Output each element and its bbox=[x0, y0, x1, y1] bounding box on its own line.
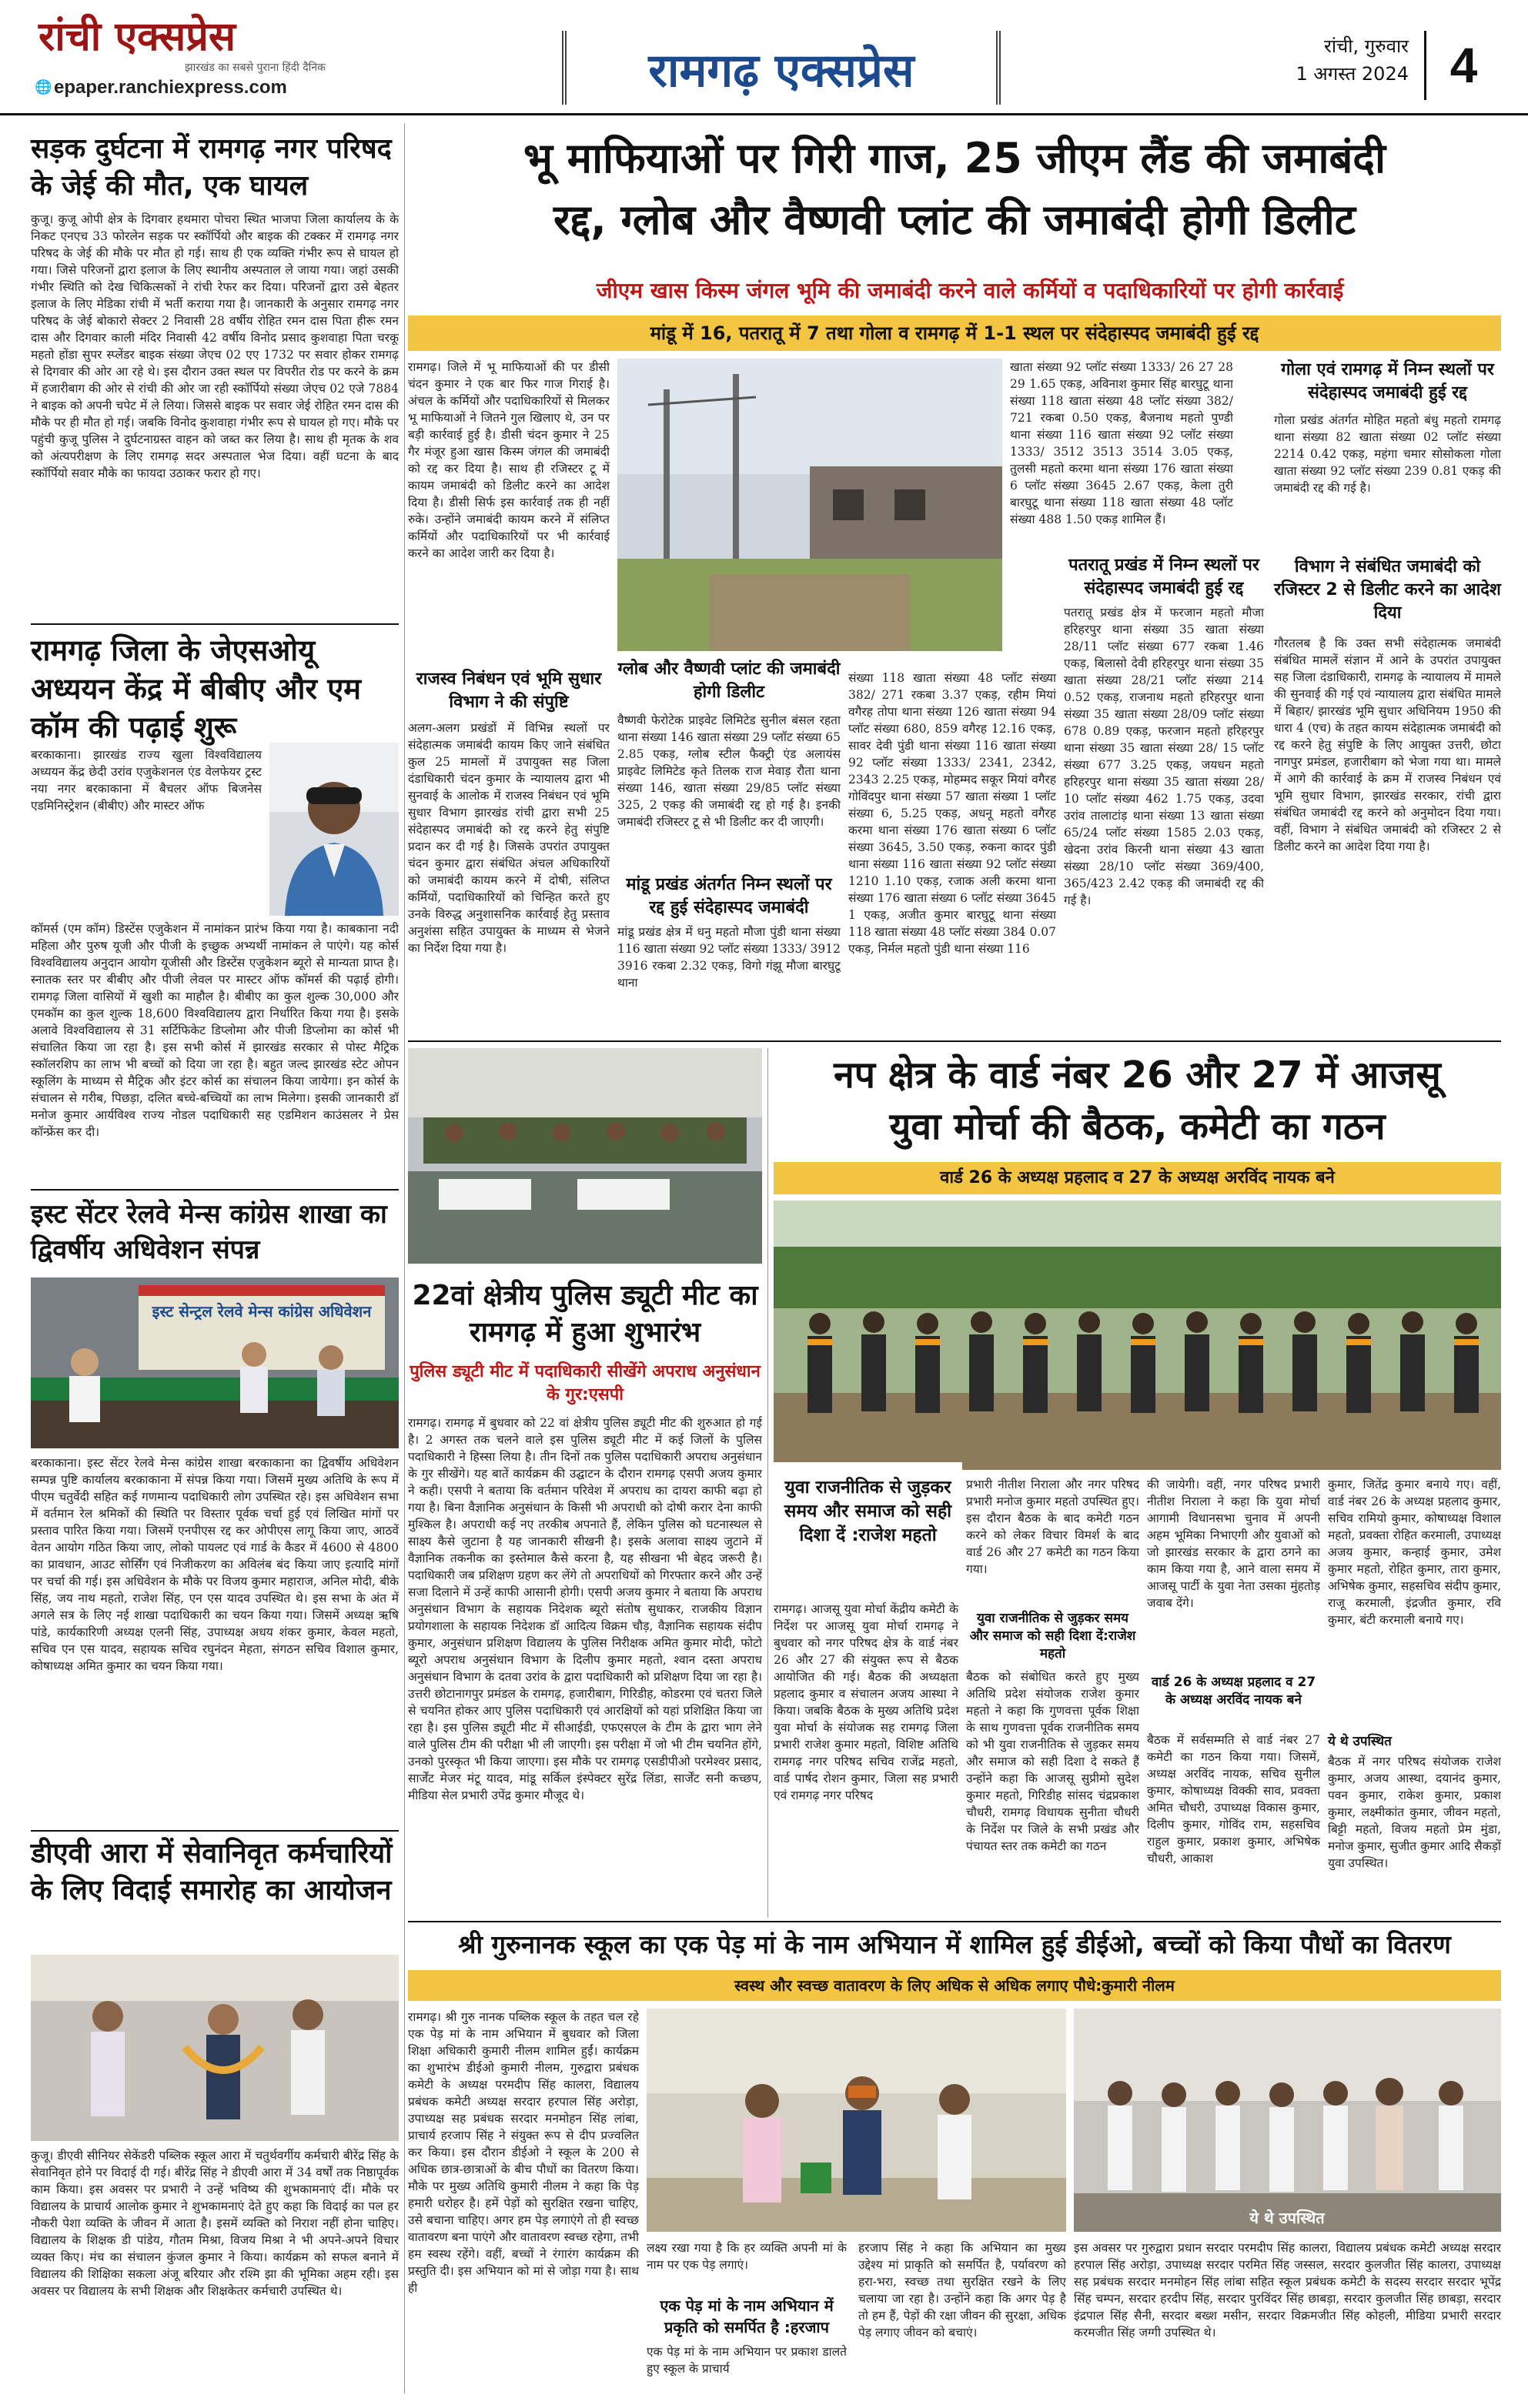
lead-body: मांडू प्रखंड क्षेत्र में धनु महतो मौजा पुंडी थाना संख्या 116 खाता संख्या 92 प्लॉट संख्या 1333/ 3912 3916 रकबा 2.32 एकड़, विगो गंझू मौजा बारघुटू थाना bbox=[617, 925, 841, 990]
edition-title: रामगढ़ एक्सप्रेस bbox=[648, 44, 914, 98]
lead-subhead: मांडू प्रखंड अंतर्गत निम्न स्थलों पर रद्द हुई संदेहास्पद जमाबंदी bbox=[626, 875, 832, 917]
lead-headline-line1: भू माफियाओं पर गिरी गाज, 25 जीएम लैंड की जमाबंदी bbox=[523, 134, 1386, 182]
lead-subhead: पतरातू प्रखंड में निम्न स्थलों पर संदेहास्पद जमाबंदी हुई रद्द bbox=[1068, 556, 1259, 598]
lead-body: वैष्णवी फेरोटेक प्राइवेट लिमिटेड सुनील बंसल रहता थाना संख्या 146 खाता संख्या 29 प्लॉट संख्या 65 2.85 एकड़, ग्लोब स्टील फैक्ट्री एंड अलायंस प्राइवेट लिमिटेड कृते तिलक राज मेवाड़ रौता थाना संख्या 146, खाता संख्या 29/85 प्लॉट संख्या 325, 2 एकड़ की जमाबंदी रद्द हो गई है। इनकी जमाबंदी रजिस्टर टू से भी डिलीट कर दी जाएगी। bbox=[617, 713, 841, 829]
ajsu-body: बैठक में नगर परिषद संयोजक राजेश कुमार, अजय आस्था, दयानंद कुमार, पवन कुमार, राकेश कुमार, प्रकाश कुमार, लक्ष्मीकांत कुमार, जीवन महतो, बिट्टी महतो, विजय महतो प्रेम मुंडा, मनोज कुमार, सुजीत कुमार आदि सैकड़ों युवा उपस्थित। bbox=[1328, 1755, 1501, 1870]
lead-body: पतरातू प्रखंड क्षेत्र में फरजान महतो मौजा हरिहरपुर थाना संख्या 35 खाता संख्या 28/11 प्लॉट संख्या 677 रकबा 1.46 एकड़, बिलासो देवी हरिहरपुर थाना संख्या 35 खाता संख्या 28/21 प्लॉट संख्या 214 0.52 एकड़, राजनाथ महतो हरिहरपुर थाना संख्या 35 खाता संख्या 28/09 प्लॉट संख्या 678 0.89 एकड़, फरजान महतो हरिहरपुर थाना संख्या 35 खाता संख्या 28/ 15 प्लॉट संख्या 677 3.25 एकड़, जयधन महतो हरिहरपुर थाना संख्या 35 खाता संख्या 28/ 10 प्लॉट संख्या 462 1.75 एकड़, उदवा उरांव तालाटांड़ थाना संख्या 13 खाता संख्या 65/24 प्लॉट संख्या 1585 2.03 एकड़, खेदना उरांव किरनी थाना संख्या 43 खाता संख्या 28/10 प्लॉट संख्या 369/400, 365/423 2.42 एकड़ की जमाबंदी रद्द की गई है। bbox=[1064, 606, 1264, 907]
police-headline: 22वां क्षेत्रीय पुलिस ड्यूटी मीट का रामगढ़ में हुआ शुभारंभ bbox=[412, 1280, 758, 1348]
issue-date: 1 अगस्त 2024 bbox=[1296, 63, 1409, 85]
person-photo bbox=[269, 743, 399, 916]
ajsu-body: प्रभारी नीतीश निराला और नगर परिषद प्रभारी मनोज कुमार महतो उपस्थित हुए। इस दौरान बैठक के बाद कमेटी गठन करने को लेकर विचार विमर्श के बाद वार्ड 26 और 27 कमेटी का गठन किया गया। bbox=[966, 1478, 1139, 1576]
ajsu-body: रामगढ़। आजसू युवा मोर्चा केंद्रीय कमेटी के निर्देश पर आजसू युवा मोर्चा रामगढ़ ने बुधवार को नगर परिषद क्षेत्र के वार्ड नंबर 26 और 27 की संयुक्त रूप से बैठक आयोजित की गई। बैठक की अध्यक्षता प्रहलाद कुमार व संचालन अजय आस्था ने किया। जबकि बैठक के मुख्य अतिथि प्रदेश युवा मोर्चा के संयोजक सह रामगढ़ जिला प्रभारी राजेश कुमार महतो, विशिष्ट अतिथि रामगढ़ नगर परिषद सचिव राजेंद्र महतो, वार्ड पार्षद रोशन कुमार, जिला सह प्रभारी एवं रामगढ़ नगर परिषद bbox=[774, 1602, 958, 1802]
column-divider bbox=[404, 123, 405, 2393]
story-body-top: बरकाकाना। झारखंड राज्य खुला विश्वविद्यालय अध्ययन केंद्र छेदी उरांव एजुकेशनल एंड वेलफेयर ट्रस्ट नया नगर बरकाकाना में बैचलर ऑफ बिजनेस एडमिनिस्ट्रेशन (बीबीए) और मास्टर ऑफ bbox=[31, 748, 262, 813]
ajsu-body: कुमार, जितेंद्र कुमार बनाये गए। वहीं, वार्ड नंबर 26 के अध्यक्ष प्रहलाद कुमार, सचिव रामियो कुमार, कोषाध्यक्ष विशाल महतो, प्रवक्ता रोहित करमाली, उपाध्यक्ष अजय कुमार, कन्हाई कुमार, उमेश कुमार महतो, रोहित कुमार, तारा कुमार, अभिषेक कुमार, सहसचिव संदीप कुमार, राजू करमाली, इंद्रजीत कुमार, रवि कुमार, बंटी करमाली बनाये गए। bbox=[1328, 1478, 1501, 1627]
lead-body: गौरतलब है कि उक्त सभी संदेहात्मक जमाबंदी संबंधित मामलें संज्ञान में आने के उपरांत उपायुक्त सह जिला दंडाधिकारी, रामगढ़ के न्यायालय में मामले की सुनवाई की गई एवं न्यायालय द्वारा संबंधित मामले में बिहार/ झारखंड भूमि सुधार अधिनियम 1950 की धारा 4 (एच) के तहत कायम संदेहात्मक जमाबंदी को रद्द करने हेतु संपुष्टि के लिए आयुक्त उत्तरी, छोटा नागपुर प्रमंडल, हजारीबाग को भेजा गया था। मामले में आगे की कार्रवाई के क्रम में राजस्व निबंधन एवं भूमि सुधार विभाग, झारखंड सरकार, रांची द्वारा संबंधित जमाबंदी रद्द करने को अनुमोदन दिया गया। वहीं, विभाग ने संबंधित जमाबंदी को रजिस्टर 2 से डिलीट करने का आदेश दिया गया है। bbox=[1274, 636, 1501, 853]
ajsu-body: की जायेगी। वहीं, नगर परिषद प्रभारी नीतीश निराला ने कहा कि युवा मोर्चा आगामी विधानसभा चुनाव में अपनी अहम भूमिका निभाएगी और युवाओं को जो झारखंड सरकार के द्वारा ठगने का काम किया गया है, आने वाला समय में आजसू पार्टी के युवा नेता उसका मुंहतोड़ जवाब देंगे। bbox=[1147, 1478, 1320, 1610]
lead-subhead: गोला एवं रामगढ़ में निम्न स्थलों पर संदेहास्पद जमाबंदी हुई रद्द bbox=[1281, 360, 1494, 402]
meeting-photo bbox=[408, 1048, 762, 1264]
tree-plantation-photo bbox=[647, 2009, 1066, 2232]
school-body: रामगढ़। श्री गुरु नानक पब्लिक स्कूल के तहत चल रहे एक पेड़ मां के नाम अभियान में बुधवार को जिला शिक्षा अधिकारी कुमारी नीलम शामिल हुईं। कार्यक्रम का शुभारंभ डीईओ कुमारी नीलम, गुरुद्वारा प्रबंधक कमेटी के अध्यक्ष परमदीप सिंह कालरा, विद्यालय प्रबंधक कमेटी अध्यक्ष सरदार हरपाल सिंह अरोड़ा, उपाध्यक्ष सह प्रबंधक सरदार मनमोहन सिंह लांबा, प्राचार्य हरजाप सिंह ने संयुक्त रूप से दीप प्रज्वलित कर किया। इस दौरान डीईओ ने स्कूल के 200 से अधिक छात्र-छात्राओं के बीच पौधों का वितरण किया। मौके पर मुख्य अतिथि कुमारी नीलम ने कहा कि पेड़ हमारी धरोहर है। हमें पेड़ों को सुरक्षित रखना चाहिए, उसे बचाना चाहिए। अगर हम पेड़ लगाएंगे तो ही स्वच्छ वातावरण बना पाएंगे और वातावरण स्वच्छ रहेगा, तभी हम स्वस्थ रहेंगे। वहीं, बच्चों ने रंगारंग कार्यक्रम की प्रस्तुति दी। इस अभियान को मां से जोड़ा गया है। साथ ही bbox=[408, 2010, 639, 2295]
story-body: कॉमर्स (एम कॉम) डिस्टेंस एजुकेशन में नामांकन प्रारंभ किया गया है। काबकाना नदी महिला और पुरुष यूजी और पीजी के इच्छुक अभ्यर्थी नामांकन ले पाएंगे। यह कोर्स विश्वविद्यालय अनुदान आयोग यूजीसी और डिस्टेंस एजुकेशन ब्यूरो से मान्यता प्राप्त है। स्नातक स्तर पर बीबीए और पीजी लेवल पर मास्टर ऑफ कॉमर्स की पढ़ाई होगी। रामगढ़ जिला वासियों में खुशी का माहौल है। बीबीए का कुल शुल्क 30,000 और एमकॉम का कुल शुल्क 18,600 विश्वविद्यालय द्वारा निर्धारित किया गया है। इसके अलावे विश्वविद्यालय से 31 सर्टिफिकेट डिप्लोमा और पीजी डिप्लोमा का कोर्स भी संचालित किया जा रहा है। इस सभी कोर्स में झारखंड सरकार से पोस्ट मैट्रिक स्कॉलरशिप का लाभ भी बच्चों को दिया जा रहा है। बहुत जल्द झारखंड स्टेट ओपन स्कूलिंग के माध्यम से मैट्रिक और इंटर कोर्स का संचालन किया जायेगा। इन कोर्स के संचालन से गरीब, पिछड़ा, दलित बच्चे-बच्चियों का लाभ मिलेगा। इसकी जानकारी डॉ मनोज कुमार आर्यविश्व राज्य नोडल पदाधिकारी सह एडमिशन काउंसलर ने प्रेस कॉन्फ्रेंस कर दी। bbox=[31, 922, 399, 1139]
story-body: बरकाकाना। इस्ट सेंटर रेलवे मेन्स कांग्रेस शाखा बरकाकाना का द्विवर्षीय अधिवेशन सम्पन्न पुष्टि कार्यालय बरकाकाना में संपन्न किया गया। जिसमें मुख्य अतिथि के रूप में पीएम चतुर्वेदी सहित कई गणमान्य पदाधिकारी लोग उपस्थित रहे। इस अधिवेशन सभा में वर्तमान रेल श्रमिकों की स्थिति पर विस्तार पूर्वक चर्चा हुई एवं लिखित मांगों पर प्रस्ताव पारित किया गया। जिसमें एनपीएस रद्द कर ओपीएस लागू किया जाए, आठवें वेतन आयोग गठित किया जाए, लोको पायलट एवं गार्ड के कैडर में 4600 से 4800 का प्रावधान, आउट सोर्सिंग एवं निजीकरण का अविलंब बंद किया जाए इत्यादि मांगों पर चर्चा की गई। इस अधिवेशन के मौके पर विजय कुमार महाराज, अनिल मोदी, बीके सिंह, जय नाथ महतो, राजेश सिंह, एन एस यादव उपस्थित थे। इस सभा के अंत में अगले सत्र के लिए नई शाखा पदाधिकारी का चयन किया गया। जिसमें अध्यक्ष ऋषि पांडे, कार्यकारिणी अध्यक्ष एलनी सिंह, उपाध्यक्ष अधय शंकर कुमार, केवल महतो, सचिव एन एस यादव, सहायक सचिव रघुनंदन मेहता, संगठन सचिव विशाल कुमार, कोषाध्यक्ष अमित कुमार का चयन किया गया। bbox=[31, 1456, 399, 1673]
story-headline: इस्ट सेंटर रेलवे मेन्स कांग्रेस शाखा का द्विवर्षीय अधिवेशन संपन्न bbox=[31, 1199, 387, 1265]
lead-kicker: जीएम खास किस्म जंगल भूमि की जमाबंदी करने वाले कर्मियों व पदाधिकारियों पर होगी कार्रवाई bbox=[596, 278, 1344, 303]
story-body: कुजू। कुजू ओपी क्षेत्र के दिगवार हथमारा पोचरा स्थित भाजपा जिला कार्यालय के के निकट एनएच 33 फोरलेन सड़क पर स्कॉर्पियो और बाइक की टक्कर में रामगढ़ नगर परिषद के जेई की मौके पर मौत हो गई। साथ ही एक व्यक्ति गंभीर रूप से घायल हो गया। जिसे परिजनों द्वारा इलाज के लिए स्थानीय अस्पताल ले जाया गया। जहां उसकी गंभीर स्थिति को देख चिकित्सकों ने रांची रेफर कर दिया। परिजनों द्वारा उसे बेहतर इलाज के लिए मेडिका रांची में भर्ती कराया गया है। जानकारी के अनुसार रामगढ़ नगर परिषद के जेई बोकारो सेक्टर 2 निवासी 28 वर्षीय रोहित रमन दास पिता हीरू रमन दास और दिगवार काली मंदिर निवासी 42 वर्षीय विनोद प्रसाद कुशवाहा पिता चरकू महतो होंडा सुपर स्प्लेंडर बाइक संख्या जेएच 02 एए 1732 पर सवार होकर रामगढ़ से दिगवार की ओर आ रहे थे। इस दौरान उक्त स्थल पर विपरीत रोड पर करने के क्रम में हजारीबाग की ओर से रांची की ओर जा रही स्कॉर्पियो संख्या जेएच 02 एजे 7884 ने बाइक को अपनी चपेट में ले लिया। जिससे बाइक पर सवार जेई रोहित रमन दास की मौके पर ही मौत हो गई। जबकि विनोद कुशवाहा गंभीर रूप से घायल हो गए। मौके पर पहुंची कुजू पुलिस ने दुर्घटनाग्रस्त वाहन को जब्त कर लिया है। साथ ही मृतक के शव को अंत्यपरीक्षण के लिए रामगढ़ सदर अस्पताल भेज दिया। वहीं घटना के बाद स्कॉर्पियो सवार मौके का फायदा उठाकर फरार हो गए। bbox=[31, 212, 399, 480]
divider bbox=[408, 1921, 1501, 1922]
ajsu-body: बैठक में सर्वसम्मति से वार्ड नंबर 27 कमेटी का गठन किया गया। जिसमें, अध्यक्ष अरविंद नायक, सचिव सुनील कुमार, कोषाध्यक्ष विक्की साव, प्रवक्ता अमित चौधरी, उपाध्यक्ष विकास कुमार, दिलीप कुमार, गोविंद राम, सहसचिव राहुल कुमार, प्रकाश कुमार, अभिषेक चौधरी, आकाश bbox=[1147, 1733, 1320, 1865]
story-headline: रामगढ़ जिला के जेएसओयू अध्ययन केंद्र में बीबीए और एम कॉम की पढ़ाई शुरू bbox=[31, 633, 361, 744]
city-day: रांची, गुरुवार bbox=[1324, 35, 1409, 57]
school-body: एक पेड़ मां के नाम अभियान पर प्रकाश डालते हुए स्कूल के प्राचार्य bbox=[647, 2345, 847, 2376]
police-kicker: पुलिस ड्यूटी मीट में पदाधिकारी सीखेंगे अपराध अनुसंधान के गुर:एसपी bbox=[410, 1362, 761, 1404]
lead-subhead: ग्लोब और वैष्णवी प्लांट की जमाबंदी होगी डिलीट bbox=[617, 660, 841, 702]
school-body: लक्ष्य रखा गया है कि हर व्यक्ति अपनी मां के नाम पर एक पेड़ लगाएं। bbox=[647, 2241, 847, 2272]
school-body: हरजाप सिंह ने कहा कि अभियान का मुख्य उद्देश्य मां प्राकृति को समर्पित है, पर्यावरण को हरा-भरा, स्वच्छ तथा सुरक्षित रखने के लिए चलाया जा रहा है। उन्होंने कहा कि अगर पेड़ है तो हम हैं, पेड़ों की रक्षा जीवन की सुरक्षा, अधिक पेड़ लगाए जीवन को बचाएं। bbox=[858, 2241, 1066, 2340]
story-headline: सड़क दुर्घटना में रामगढ़ नगर परिषद के जेई की मौत, एक घायल bbox=[31, 133, 392, 202]
school-subhead: एक पेड़ मां के नाम अभियान में प्रकृति को समर्पित है :हरजाप bbox=[660, 2296, 834, 2336]
dateline bbox=[1278, 32, 1409, 88]
ajsu-headline-line1: नप क्षेत्र के वार्ड नंबर 26 और 27 में आजसू bbox=[834, 1054, 1441, 1097]
ajsu-pullquote: युवा राजनीतिक से जुड़कर समय और समाज को सही दिशा दें :राजेश महतो bbox=[774, 1476, 962, 1548]
masthead bbox=[0, 0, 1528, 115]
newspaper-tagline: झारखंड का सबसे पुराना हिंदी दैनिक bbox=[185, 62, 326, 74]
event-photo bbox=[31, 1955, 399, 2141]
story-headline: डीएवी आरा में सेवानिवृत कर्मचारियों के लिए विदाई समारोह का आयोजन bbox=[31, 1838, 393, 1906]
school-highlight-bar: स्वस्थ और स्वच्छ वातावरण के लिए अधिक से अधिक लगाए पौधे:कुमारी नीलम bbox=[408, 1970, 1501, 2001]
column-divider bbox=[767, 1048, 768, 1918]
edition-box bbox=[562, 31, 1001, 105]
ajsu-highlight-bar: वार्ड 26 के अध्यक्ष प्रहलाद व 27 के अध्यक्ष अरविंद नायक बने bbox=[774, 1162, 1501, 1194]
group-photo bbox=[774, 1201, 1501, 1470]
ajsu-subhead: युवा राजनीतिक से जुड़कर समय और समाज को सही दिशा दें:राजेश महतो bbox=[969, 1611, 1136, 1662]
plant-photo bbox=[617, 359, 1002, 651]
newspaper-logo: रांची एक्सप्रेस bbox=[38, 14, 236, 60]
epaper-url[interactable]: epaper.ranchiexpress.com bbox=[54, 77, 287, 98]
caption-spacer bbox=[774, 1462, 962, 1470]
story-body: कुजू। डीएवी सीनियर सेकेंडरी पब्लिक स्कूल आरा में चतुर्थवर्गीय कर्मचारी बीरेंद्र सिंह के सेवानिवृत होने पर विदाई दी गई। बीरेंद्र सिंह ने डीएवी आरा में 34 वर्षों तक निष्ठापूर्वक काम किया। इस अवसर पर प्रभारी ने उन्हें भविष्य की शुभकामनाएं दीं। मौके पर विद्यालय के प्राचार्य आलोक कुमार ने शुभकामनाएं देते हुए कहा कि विदाई का पल हर नौकरी पेशा व्यक्ति के जीवन में आता है। इसमें व्यक्ति को निराश नहीं होना चाहिए। विद्यालय के शिक्षक डी पांडेय, गौतम मिश्रा, विजय मिश्रा ने भी अपने-अपने विचार व्यक्त किए। मंच का संचालन कुंजल कुमार ने किया। कार्यक्रम को सफल बनाने में विद्यालय की शिक्षिका सकला अंजू बरियार और रश्मि झा की भूमिका अहम रही। इस अवसर पर विद्यालय के सभी शिक्षक और शिक्षकेतर कर्मचारी उपस्थित थे। bbox=[31, 2149, 399, 2298]
divider bbox=[31, 1189, 399, 1191]
divider bbox=[408, 1040, 1501, 1042]
divider bbox=[31, 1830, 399, 1832]
ajsu-subhead: ये थे उपस्थित bbox=[1328, 1734, 1392, 1749]
ajsu-headline-line2: युवा मोर्चा की बैठक, कमेटी का गठन bbox=[889, 1105, 1386, 1148]
ajsu-body: बैठक को संबोधित करते हुए मुख्य अतिथि प्रदेश संयोजक राजेश कुमार महतो ने कहा कि गुणवत्ता पूर्वक शिक्षा के साथ गुणवत्ता पूर्वक राजनीतिक समय को भी युवा राजनीतिक से जुड़कर समय और समाज को सही दिशा दे सकते हैं उन्होंने कहा कि आजसू सुप्रीमो सुदेश कुमार महतो, गिरिडीह सांसद चंद्रप्रकाश चौधरी, रामगढ़ विधायक सुनीता चौधरी के निर्देश पर जिले के सभी प्रखंड और पंचायत स्तर तक कमेटी का गठन bbox=[966, 1670, 1139, 1853]
lead-body: गोला प्रखंड अंतर्गत मोहित महतो बंधु महतो रामगढ़ थाना संख्या 82 खाता संख्या 02 प्लॉट संख्या 2214 0.42 एकड़, महंगा चमार सोसोकला गोला खाता संख्या 92 प्लॉट संख्या 239 0.81 एकड़ की जमाबंदी रद्द की गई है। bbox=[1274, 413, 1501, 495]
globe-icon: 🌐 bbox=[35, 79, 52, 95]
students-photo bbox=[1074, 2009, 1501, 2232]
police-body: रामगढ़। रामगढ़ में बुधवार को 22 वां क्षेत्रीय पुलिस ड्यूटी मीट की शुरुआत हो गई है। 2 अगस्त तक चलने वाले इस पुलिस ड्यूटी मीट में कई जिलों के पुलिस पदाधिकारी ने हिस्सा लिया है। तीन दिनों तक पुलिस पदाधिकारी अपराध अनुसंधान के गुर सीखेंगे। यह बातें कार्यक्रम की उद्घाटन के दौरान रामगढ़ एसपी अजय कुमार ने कही। एसपी ने बताया कि वर्तमान परिवेश में अपराध का दायरा काफी बढ़ा हो गया है। बिना वैज्ञानिक अनुसंधान के किसी भी अपराधी को दोषी करार देना काफी मुश्किल है। अपराधी कई नए तरकीब अपनाते हैं, लेकिन पुलिस को घटनास्थल से साक्ष्य कैसे जुटाना है यह जानकारी सीखनी है। इसके अलावा साक्ष्य जुटाने में वैज्ञानिक तकनीक का इस्तेमाल कैसे करना है, यह सीखना भी बेहद जरूरी है। पदाधिकारी जब प्रशिक्षण ग्रहण कर लेंगे तो अपराधियों को गिरफ्तार करने और उन्हें सजा दिलाने में उन्हें काफी आसानी होगी। एसपी अजय कुमार ने बताया कि अपराध अनुसंधान विभाग के सहायक निदेशक ब्यूरो संतोष सुधाकर, राजकीय विज्ञान प्रयोगशाला के सहायक निदेशक डॉ आदित्य विक्रम चौड़, वैज्ञानिक सहायक संदीप कुमार, अनुसंधान प्रशिक्षण विद्यालय के पुलिस निरीक्षक अमित कुमार मोदी, फोटो ब्यूरो अपराध अनुसंधान विभाग के दिलीप कुमार महतो, श्वान दस्ता अपराध अनुसंधान विभाग के दतवा उरांव के द्वारा पदाधिकारी को प्रशिक्षण दिया जा रहा है। उत्तरी छोटानागपुर प्रमंडल के रामगढ़, हजारीबाग, गिरिडीह, कोडरमा एवं चतरा जिले से चयनित होकर आए पुलिस पदाधिकारी एवं आरक्षियों को यहां प्रशिक्षित किया जा रहा है। इस पुलिस ड्यूटी मीट में सीआईडी, एफएसएल के टीम के द्वारा भाग लेने वाले पुलिस टीम की परीक्षा भी ली जाएगी। इस परीक्षा में जो भी टीम चयनित होंगे, उनको पुरस्कृत भी किया जाएगा। इस मौके पर रामगढ़ एसडीपीओ परमेश्वर प्रसाद, सार्जेंट मेजर मंटू यादव, मांडू सर्किल इंस्पेक्टर सुरेंद्र लिंडा, सार्जेंट सनी कच्छप, मीडिया सेल प्रभारी उपेंद्र कुमार मौजूद थे। bbox=[408, 1416, 762, 1802]
lead-body: खाता संख्या 92 प्लॉट संख्या 1333/ 26 27 28 29 1.65 एकड़, अविनाश कुमार सिंह बारघुटू थाना संख्या 118 खाता संख्या 48 प्लॉट संख्या 382/ 721 रकबा 0.50 एकड़, बैजनाथ महतो पुण्डी थाना संख्या 116 खाता संख्या 92 प्लॉट संख्या 1333/ 3512 3513 3514 3.05 एकड़, तुलसी महतो करमा थाना संख्या 176 खाता संख्या 6 प्लॉट संख्या 3645 2.67 एकड़, केला तुरी बारघुटू थाना संख्या 118 खाता संख्या 48 प्लॉट संख्या 488 1.50 एकड़ शामिल हैं। bbox=[1010, 360, 1233, 526]
banner-text: इस्ट सेन्ट्रल रेलवे मेन्स कांग्रेस अधिवेशन bbox=[152, 1302, 372, 1321]
lead-body: रामगढ़। जिले में भू माफियाओं की पर डीसी चंदन कुमार ने एक बार फिर गाज गिराई है। अंचल के कर्मियों और पदाधिकारियों से मिलकर भू माफियाओं ने जितने गुल खिलाए थे, उन पर बड़ी कार्रवाई हुई है। डीसी चंदन कुमार ने 25 गैर मंजूर हुआ खास किस्म जंगल की जमाबंदी को रद्द कर दिया है। साथ ही रजिस्टर टू में कायम जमाबंदी को डिलीट करने का आदेश दिया है। डीसी सिर्फ इस कार्रवाई तक ही नहीं रुके। उन्होंने जमाबंदी कायम करने में संलिप्त कर्मियों और पदाधिकारियों पर भी कार्रवाई करने का आदेश जारी कर दिया है। bbox=[408, 360, 610, 560]
school-headline: श्री गुरुनानक स्कूल का एक पेड़ मां के नाम अभियान में शामिल हुई डीईओ, बच्चों को किया पौधों का वितरण bbox=[458, 1929, 1451, 1959]
lead-body: संख्या 118 खाता संख्या 48 प्लॉट संख्या 382/ 271 रकबा 3.37 एकड़, रहीम मियां वगैरह तोपा थाना संख्या 126 खाता संख्या 94 प्लॉट संख्या 680, 859 वगैरह 12.16 एकड़, सावर देवी पुंडी थाना संख्या 116 खाता संख्या 92 प्लॉट संख्या 1333/ 2341, 2342, 2343 2.25 एकड़, मोहम्मद सकूर मियां वगैरह गोविंदपुर थाना संख्या 57 खाता संख्या 1 प्लॉट संख्या 6, 5.25 एकड़, अधनू महतो वगैरह करमा थाना संख्या 176 खाता संख्या 6 प्लॉट संख्या 3645, 3.50 एकड़, रुकना कादर पुंडी थाना संख्या 116 खाता संख्या 92 प्लॉट संख्या 1210 1.10 एकड़, रजाक अली करमा थाना संख्या 176 खाता संख्या 6 प्लॉट संख्या 3645 1 एकड़, अजीत कुमार बारघुटू थाना संख्या 118 खाता संख्या 48 प्लॉट संख्या 384 0.07 एकड़, निर्मल महतो पुंडी थाना संख्या 116 bbox=[848, 671, 1056, 956]
school-body: इस अवसर पर गुरुद्वारा प्रधान सरदार परमदीप सिंह कालरा, विद्यालय प्रबंधक कमेटी अध्यक्ष सरदार हरपाल सिंह अरोड़ा, उपाध्यक्ष सरदार परमित सिंह जस्सल, सरदार कुलजीत सिंह कालरा, उपाध्यक्ष सह प्रबंधक सरदार मनमोहन सिंह लांबा सहित स्कूल प्रबंधक कमेटी के सदस्य सरदार सरदार भूपेंद्र सिंह चम्पन, सरदार हरदीप सिंह, सरदार पुरविंदर सिंह छाबड़ा, सरदार कुलजीत सिंह छाबड़ा, सरदार इंद्रपाल सिंह सैनी, सरदार बख्श मसीन, सरदार विक्रमजीत सिंह कोहली, मीडिया प्रभारी सरदार करमजीत सिंह जग्गी उपस्थित थे। bbox=[1074, 2241, 1501, 2340]
divider bbox=[31, 623, 399, 625]
lead-subhead: राजस्व निबंधन एवं भूमि सुधार विभाग ने की संपुष्टि bbox=[416, 670, 602, 712]
lead-headline-line2: रद्द, ग्लोब और वैष्णवी प्लांट की जमाबंदी होगी डिलीट bbox=[553, 195, 1356, 244]
lead-subhead: विभाग ने संबंधित जमाबंदी को रजिस्टर 2 से डिलीट करने का आदेश दिया bbox=[1274, 557, 1501, 623]
event-photo bbox=[31, 1277, 399, 1448]
lead-highlight-bar: मांडू में 16, पतरातू में 7 तथा गोला व रामगढ़ में 1-1 स्थल पर संदेहास्पद जमाबंदी हुई रद्द bbox=[408, 316, 1501, 351]
page-number: 4 bbox=[1424, 31, 1501, 100]
photo-caption: ये थे उपस्थित bbox=[1249, 2209, 1325, 2227]
lead-body: अलग-अलग प्रखंडों में विभिन्न स्थलों पर संदेहात्मक जमाबंदी कायम किए जाने संबंधित कुल 25 मामलों में उपायुक्त सह जिला दंडाधिकारी चंदन कुमार के न्यायालय द्वारा भी सुनवाई के आलोक में राजस्व निबंधन एवं भूमि सुधार विभाग झारखंड रांची द्वारा सभी 25 संदेहास्पद जमाबंदी को रद्द करने हेतु संपुष्टि प्रदान कर दी गई है। जिसके उपरांत उपायुक्त चंदन कुमार द्वारा संबंधित अंचल अधिकारियों को जमाबंदी कायम करने में दोषी, संलिप्त कर्मियों, पदाधिकारियों को चिन्हित करते हुए उनके विरुद्ध अनुशासनिक कार्रवाई हेतु प्रस्ताव अनुशंसा सहित उपायुक्त के माध्यम से भेजने का निर्देश दिया गया है। bbox=[408, 721, 610, 955]
ajsu-subhead: वार्ड 26 के अध्यक्ष प्रहलाद व 27 के अध्यक्ष अरविंद नायक बने bbox=[1151, 1675, 1316, 1708]
